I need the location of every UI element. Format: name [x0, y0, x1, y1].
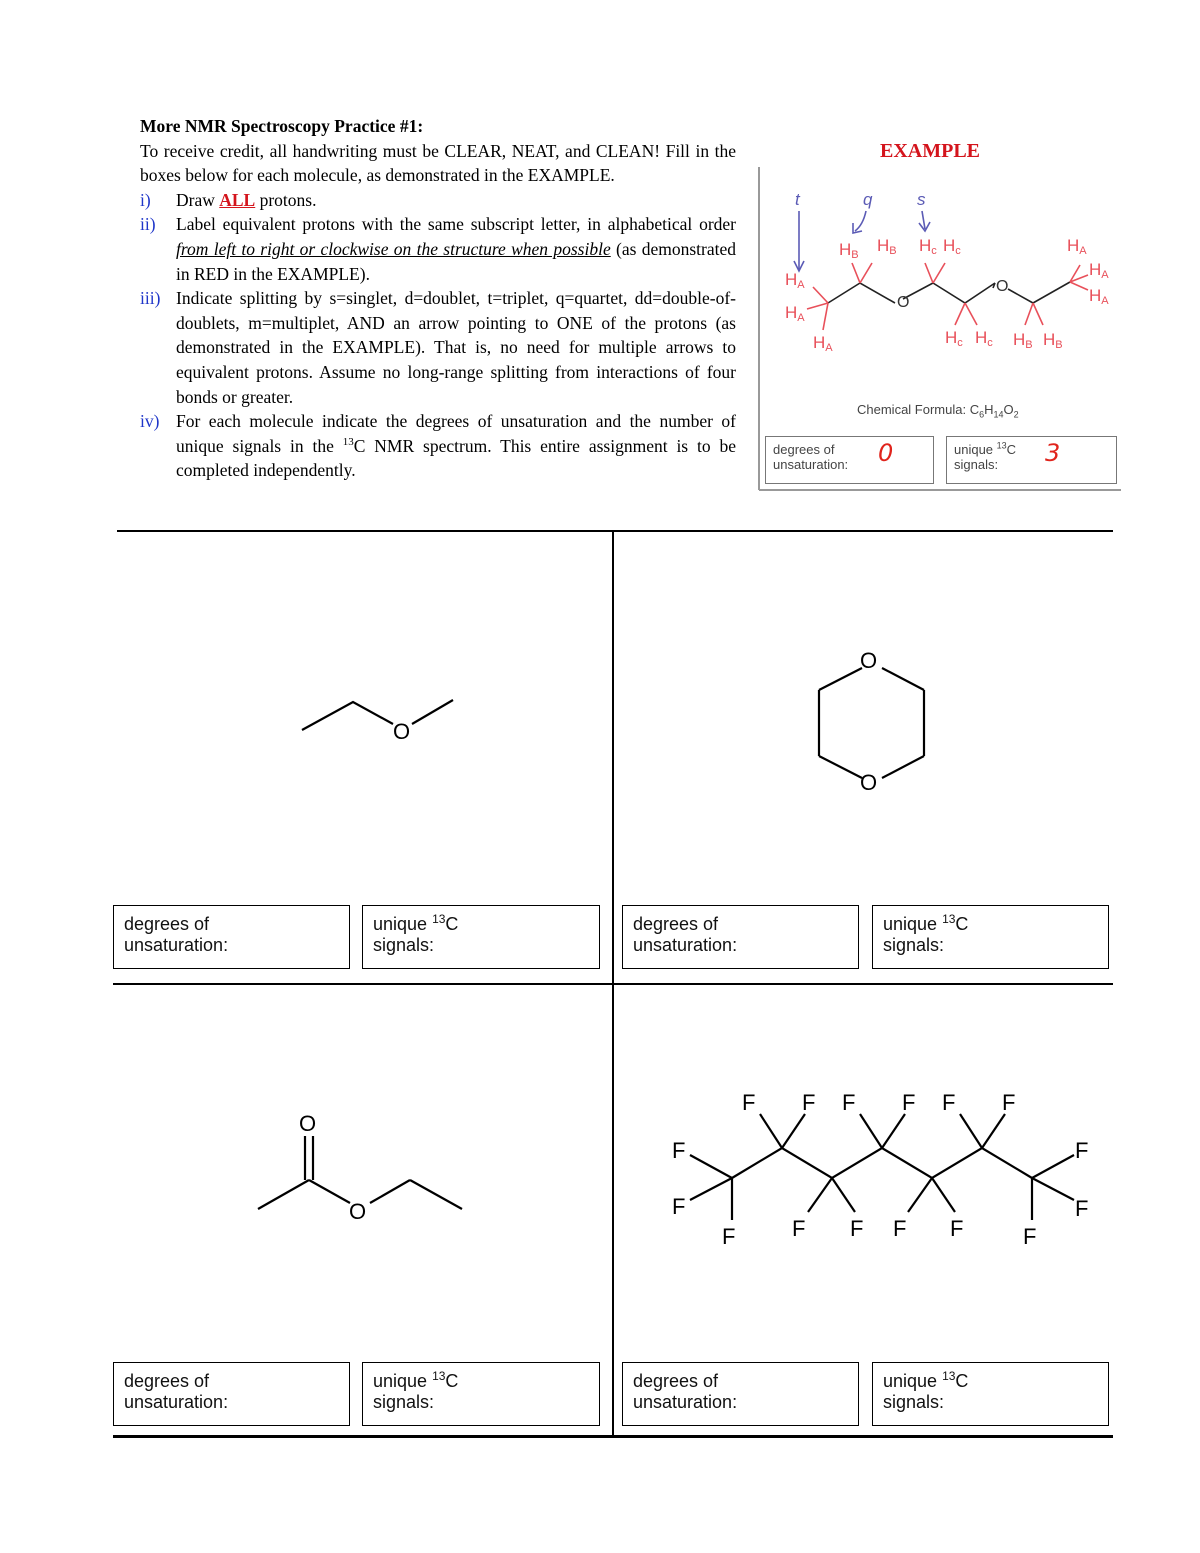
molecule-bond	[309, 1180, 350, 1203]
cf-bond	[760, 1114, 782, 1148]
formula-symbol: C	[969, 402, 980, 417]
box-label: unsaturation:	[633, 935, 738, 955]
molecule-perfluorohexane	[660, 1080, 1110, 1260]
proton-label: Hc	[943, 236, 961, 257]
example-bond	[1008, 289, 1033, 303]
item-text: C NMR spectrum. This entire assignment is to be completed independently.	[176, 435, 737, 481]
fluorine-atom: F	[902, 1090, 916, 1115]
example-h-bond	[860, 263, 872, 283]
grid-top-line	[117, 530, 1113, 532]
fluorine-atom: F	[1023, 1224, 1037, 1249]
example-h-bond	[1033, 303, 1043, 325]
proton-label: Hc	[975, 328, 993, 349]
molecule-ethyl-methyl-ether	[290, 690, 470, 750]
molecule-dioxane	[805, 640, 935, 800]
proton-label: HA	[1067, 236, 1087, 257]
box-label: signals:	[883, 935, 945, 955]
instructions-intro: To receive credit, all handwriting must be CLEAR, NEAT, and CLEAN! Fill in the boxes below for each molecule, as demonstrated in the EXAMPLE.	[140, 140, 736, 186]
item-sup: 13	[342, 435, 354, 448]
molecule-bond	[882, 668, 924, 690]
example-splitting-arrows	[794, 211, 930, 271]
cf-bond	[960, 1114, 982, 1148]
cf-bond	[808, 1178, 832, 1212]
item-emphasis: from left to right or clockwise on the structure when possible	[176, 238, 611, 259]
molecule-bond	[882, 756, 924, 778]
oxygen-atom: O	[393, 719, 411, 744]
fluorine-atom: F	[722, 1224, 736, 1249]
box-label: unsaturation:	[633, 1392, 738, 1412]
box-label: signals:	[373, 935, 435, 955]
example-h-bond	[852, 263, 860, 283]
proton-label: HB	[877, 236, 897, 257]
proton-label: HB	[839, 240, 859, 261]
item-emphasis: ALL	[219, 189, 256, 210]
grid-middle-line	[113, 983, 1113, 985]
proton-label: HA	[1089, 260, 1109, 281]
cf-bond	[1032, 1155, 1074, 1178]
box-label: unsaturation:	[124, 935, 229, 955]
example-oxygen: O	[897, 294, 910, 311]
formula-label: Chemical Formula:	[857, 402, 970, 417]
formula-count: 14	[993, 409, 1004, 420]
box-label-text: C	[445, 914, 459, 934]
item-number: i)	[140, 189, 151, 210]
proton-label: Hc	[919, 236, 937, 257]
box-label-text: C	[955, 914, 969, 934]
fluorine-atom: F	[893, 1216, 907, 1241]
formula-symbol: O	[1003, 402, 1014, 417]
cf-bond	[932, 1178, 955, 1212]
molecule-bond	[732, 1148, 1032, 1178]
fluorine-atom: F	[672, 1138, 686, 1163]
oxygen-atom: O	[299, 1111, 317, 1136]
fluorine-atoms	[672, 1090, 1088, 1249]
item-text: Draw	[176, 189, 220, 210]
box-label-sup: 13	[942, 912, 956, 926]
cf-bond	[982, 1114, 1005, 1148]
example-bond	[933, 283, 995, 303]
box-label	[883, 914, 1098, 935]
example-h-bond	[955, 303, 965, 325]
proton-label: HA	[1089, 286, 1109, 307]
molecule-bond	[412, 700, 453, 724]
box-label	[373, 1371, 589, 1392]
item-number: iv)	[140, 411, 160, 432]
fluorine-atom: F	[942, 1090, 956, 1115]
molecule-bond	[819, 668, 862, 690]
molecule-bond	[819, 756, 862, 778]
item-text: protons.	[255, 189, 317, 210]
fluorine-atom: F	[1002, 1090, 1016, 1115]
proton-label: HA	[785, 303, 805, 324]
degrees-box-4[interactable]	[622, 1362, 859, 1426]
box-label: degrees of	[633, 914, 719, 934]
fluorine-atom: F	[950, 1216, 964, 1241]
cf-bond	[908, 1178, 932, 1212]
signals-box-2[interactable]	[872, 905, 1109, 969]
instruction-item-ii	[140, 212, 736, 286]
page-title: More NMR Spectroscopy Practice #1:	[140, 116, 424, 136]
box-label-text: unique	[954, 442, 997, 457]
molecule-ethyl-acetate	[250, 1105, 470, 1225]
cf-bond	[832, 1178, 855, 1212]
box-label-text: unique	[373, 914, 433, 934]
box-label: unsaturation:	[124, 1392, 229, 1412]
box-label-text: C	[445, 1371, 459, 1391]
fluorine-atom: F	[850, 1216, 864, 1241]
box-label-sup: 13	[432, 1369, 446, 1383]
box-label: degrees of	[124, 914, 210, 934]
box-label: degrees of	[633, 1371, 719, 1391]
box-label: signals:	[883, 1392, 945, 1412]
example-h-bond	[1025, 303, 1033, 325]
example-degrees-value: 0	[878, 439, 894, 467]
instructions-block	[140, 114, 736, 483]
fluorine-atom: F	[672, 1194, 686, 1219]
cf-bond	[1032, 1178, 1074, 1200]
formula-count: 2	[1013, 409, 1019, 420]
splitting-label: q	[863, 190, 873, 209]
box-label-text: unique	[883, 1371, 943, 1391]
proton-label: HB	[1043, 330, 1063, 351]
instruction-item-iii	[140, 286, 736, 409]
formula-count: 6	[979, 409, 985, 420]
example-h-bond	[813, 287, 828, 303]
proton-label: Hc	[945, 328, 963, 349]
cf-bond	[782, 1114, 805, 1148]
item-number: ii)	[140, 214, 156, 235]
oxygen-atom: O	[349, 1199, 367, 1224]
box-label-sup: 13	[942, 1369, 956, 1383]
degrees-box-1[interactable]	[113, 905, 350, 969]
instruction-item-i	[140, 188, 736, 213]
splitting-label: s	[917, 190, 926, 209]
box-label-text: unique	[373, 1371, 433, 1391]
molecule-bond	[370, 1180, 410, 1203]
cf-bond	[690, 1178, 732, 1200]
fluorine-atom: F	[842, 1090, 856, 1115]
example-formula	[857, 402, 1019, 420]
box-label-sup: 13	[996, 440, 1007, 451]
box-label	[373, 914, 589, 935]
fluorine-atom: F	[802, 1090, 816, 1115]
item-text: (as demonstrated in RED in the EXAMPLE).	[176, 238, 736, 284]
box-label: degrees of	[773, 442, 835, 457]
cf-bond	[690, 1155, 732, 1178]
molecule-bond	[302, 702, 393, 730]
example-h-bond	[965, 303, 977, 325]
example-proton-labels	[785, 236, 1109, 354]
molecule-bond	[410, 1180, 462, 1209]
example-h-bond	[823, 303, 828, 330]
fluorine-atom: F	[792, 1216, 806, 1241]
box-label: unsaturation:	[773, 457, 849, 472]
formula-symbol: H	[984, 402, 994, 417]
item-text: For each molecule indicate the degrees of unsaturation and the number of unique signals in the	[176, 411, 736, 456]
instruction-item-iv	[140, 409, 736, 483]
proton-label: HA	[785, 270, 805, 291]
example-h-bond	[933, 263, 945, 283]
degrees-box-2[interactable]	[622, 905, 859, 969]
box-label-text: C	[1006, 442, 1017, 457]
cf-bond	[860, 1114, 882, 1148]
splitting-label: t	[795, 190, 800, 209]
box-label: degrees of	[124, 1371, 210, 1391]
degrees-box-3[interactable]	[113, 1362, 350, 1426]
cf-bonds	[690, 1114, 1074, 1220]
example-h-bond	[807, 303, 828, 309]
example-splitting-labels	[795, 190, 926, 209]
example-h-bond	[1070, 282, 1088, 290]
example-signals-box	[946, 436, 1117, 484]
instruction-list	[140, 188, 736, 483]
box-label	[954, 442, 1109, 457]
proton-label: HB	[1013, 330, 1033, 351]
item-text: Label equivalent protons with the same subscript letter, in alphabetical order	[176, 214, 736, 235]
oxygen-atom: O	[860, 648, 878, 673]
example-oxygen: O	[996, 278, 1009, 295]
box-label: signals:	[954, 457, 999, 472]
fluorine-atom: F	[742, 1090, 756, 1115]
signals-box-1[interactable]	[362, 905, 600, 969]
box-label-sup: 13	[432, 912, 446, 926]
example-bond	[1033, 282, 1070, 303]
signals-box-4[interactable]	[872, 1362, 1109, 1426]
fluorine-atom: F	[1075, 1196, 1089, 1221]
proton-label: HA	[813, 333, 833, 354]
oxygen-atom: O	[860, 770, 878, 795]
example-signals-value: 3	[1045, 439, 1061, 467]
example-degrees-box	[765, 436, 934, 484]
box-label-text: C	[955, 1371, 969, 1391]
grid-bottom-line	[113, 1435, 1113, 1438]
item-number: iii)	[140, 288, 161, 309]
molecule-bond	[258, 1180, 309, 1209]
signals-box-3[interactable]	[362, 1362, 600, 1426]
box-label-text: unique	[883, 914, 943, 934]
example-h-bond	[925, 263, 933, 283]
box-label: signals:	[373, 1392, 435, 1412]
item-text: Indicate splitting by s=singlet, d=doublet, t=triplet, q=quartet, dd=double-of-doublets, m=multiplet, AND an arrow pointing to ONE of the protons (as demonstrated in the EXAMPLE). That is, no need for multiple arrows to equivalent protons. Assume no long-range splitting from interactions of four bonds or greater.	[176, 288, 736, 407]
example-bond	[828, 283, 895, 303]
cf-bond	[882, 1114, 905, 1148]
box-label	[883, 1371, 1098, 1392]
splitting-arrow	[855, 211, 866, 231]
example-title: EXAMPLE	[880, 140, 980, 162]
fluorine-atom: F	[1075, 1138, 1089, 1163]
